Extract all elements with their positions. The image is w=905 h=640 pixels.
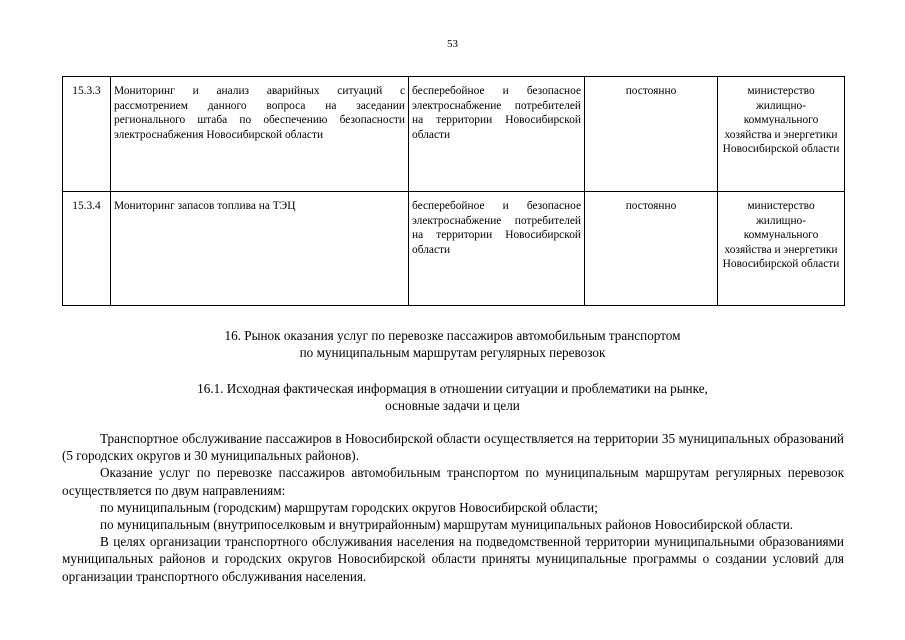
paragraph: Транспортное обслуживание пассажиров в Новосибирской области осуществляется на территории 35 муниципальных образований (5 городских округов и 30 муниципальных районов). — [62, 431, 844, 464]
body-text — [62, 430, 844, 585]
responsible-cell: министерство жилищно-коммунального хозяйства и энергетики Новосибирской области — [718, 192, 845, 306]
section-title-line: 16. Рынок оказания услуг по перевозке пассажиров автомобильным транспортом — [224, 328, 681, 343]
table-row — [63, 192, 845, 306]
result-cell: бесперебойное и безопасное электроснабжение потребителей на территории Новосибирской области — [409, 77, 585, 192]
subsection-title-line: 16.1. Исходная фактическая информация в отношении ситуации и проблематики на рынке, — [197, 381, 708, 396]
period-cell: постоянно — [585, 192, 718, 306]
table-row — [63, 77, 845, 192]
period-cell: постоянно — [585, 77, 718, 192]
row-number: 15.3.4 — [63, 192, 111, 306]
paragraph: В целях организации транспортного обслуживания населения на подведомственной территории муниципальными образованиями муниципальных районов и городских округов Новосибирской области приняты муниципальные программы о создании условий для организации транспортного обслуживания населения. — [62, 534, 844, 584]
activity-cell: Мониторинг и анализ аварийных ситуаций с рассмотрением данного вопроса на заседании регионального штаба по обеспечению безопасности электроснабжения Новосибирской области — [111, 77, 409, 192]
result-cell: бесперебойное и безопасное электроснабжение потребителей на территории Новосибирской области — [409, 192, 585, 306]
row-number: 15.3.3 — [63, 77, 111, 192]
paragraph: по муниципальным (городским) маршрутам городских округов Новосибирской области; — [100, 499, 598, 515]
paragraph: Оказание услуг по перевозке пассажиров автомобильным транспортом по муниципальным маршрутам регулярных перевозок осуществляется по двум направлениям: — [62, 465, 844, 498]
measures-table — [62, 76, 845, 306]
page-number: 53 — [447, 38, 458, 50]
responsible-cell: министерство жилищно-коммунального хозяйства и энергетики Новосибирской области — [718, 77, 845, 192]
activity-cell: Мониторинг запасов топлива на ТЭЦ — [111, 192, 409, 306]
subsection-title-line: основные задачи и цели — [385, 398, 520, 413]
paragraph: по муниципальным (внутрипоселковым и внутрирайонным) маршрутам муниципальных районов Новосибирской области. — [100, 517, 794, 533]
section-title-line: по муниципальным маршрутам регулярных перевозок — [299, 345, 606, 360]
section-heading — [0, 327, 905, 361]
subsection-heading — [0, 380, 905, 414]
